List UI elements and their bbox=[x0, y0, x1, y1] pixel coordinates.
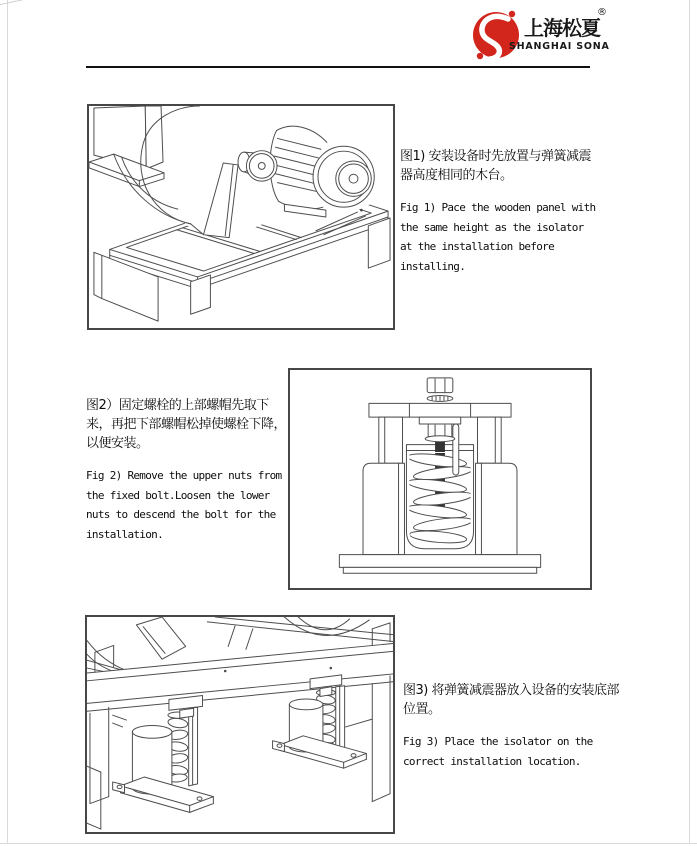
fig2-guide-pin bbox=[453, 424, 459, 475]
fig2-en-line: Fig 2) Remove the upper nuts from bbox=[86, 469, 282, 482]
fig1-en-line: installing. bbox=[400, 259, 466, 273]
fig3-cn-line: 图3) 将弹簧减震器放入设备的安装底部 bbox=[403, 683, 619, 698]
fig1-inlet-duct bbox=[89, 106, 164, 187]
brand-name-english: SHANGHAI SONA bbox=[509, 41, 610, 52]
s-swirl-logo-icon bbox=[466, 7, 524, 61]
fig2-base-plate bbox=[339, 555, 540, 574]
fig2-top-bolt bbox=[427, 378, 453, 402]
fig1-wooden-blocks bbox=[94, 218, 390, 321]
fig2-cn-line: 来，再把下部螺帽松掉使螺栓下降， bbox=[86, 417, 287, 432]
fig1-cn-line: 图1) 安装设备时先放置与弹簧减震 bbox=[400, 149, 591, 164]
brand-name-chinese: 上海松夏 bbox=[524, 16, 600, 40]
registered-trademark-mark: ® bbox=[597, 7, 607, 18]
fig3-isolators-under-frame-drawing bbox=[87, 617, 393, 832]
fig2-en-line: nuts to descend the bolt for the bbox=[86, 508, 276, 521]
figure2-panel bbox=[288, 368, 592, 590]
fig2-en-line: the fixed bolt.Loosen the lower bbox=[86, 488, 270, 502]
fig3-left-isolator bbox=[113, 696, 214, 813]
fig3-main-beam bbox=[87, 644, 393, 712]
fig1-cn-line: 器高度相同的木台。 bbox=[400, 168, 513, 183]
fig2-en-line: installation. bbox=[86, 527, 163, 541]
header-divider-rule bbox=[86, 66, 590, 68]
fig1-en-line: the same height as the isolator bbox=[400, 220, 584, 234]
fig1-fan-on-base-drawing bbox=[89, 106, 393, 328]
fig1-en-line: at the installation before bbox=[400, 240, 554, 253]
figure2-caption bbox=[86, 396, 301, 544]
page-edge-right bbox=[689, 0, 690, 843]
figure1-panel bbox=[87, 104, 395, 330]
page-edge-left bbox=[7, 0, 8, 843]
fig3-en-line: Fig 3) Place the isolator on the bbox=[403, 735, 593, 748]
figure1-caption bbox=[400, 147, 615, 276]
fig2-cn-line: 以便安装。 bbox=[86, 436, 149, 451]
fig2-isolator-section-drawing bbox=[290, 370, 590, 588]
fig1-en-line: Fig 1) Pace the wooden panel with bbox=[400, 201, 596, 214]
fig3-cn-line: 位置。 bbox=[403, 702, 441, 717]
fig2-cn-line: 图2）固定螺栓的上部螺帽先取下 bbox=[86, 398, 269, 413]
figure3-panel bbox=[85, 615, 395, 834]
fig3-en-line: correct installation location. bbox=[403, 754, 581, 768]
figure3-caption bbox=[403, 681, 643, 771]
fig2-lower-nut bbox=[425, 424, 455, 442]
page-edge-bottom bbox=[0, 843, 697, 844]
corner-fold-mark bbox=[0, 0, 23, 6]
